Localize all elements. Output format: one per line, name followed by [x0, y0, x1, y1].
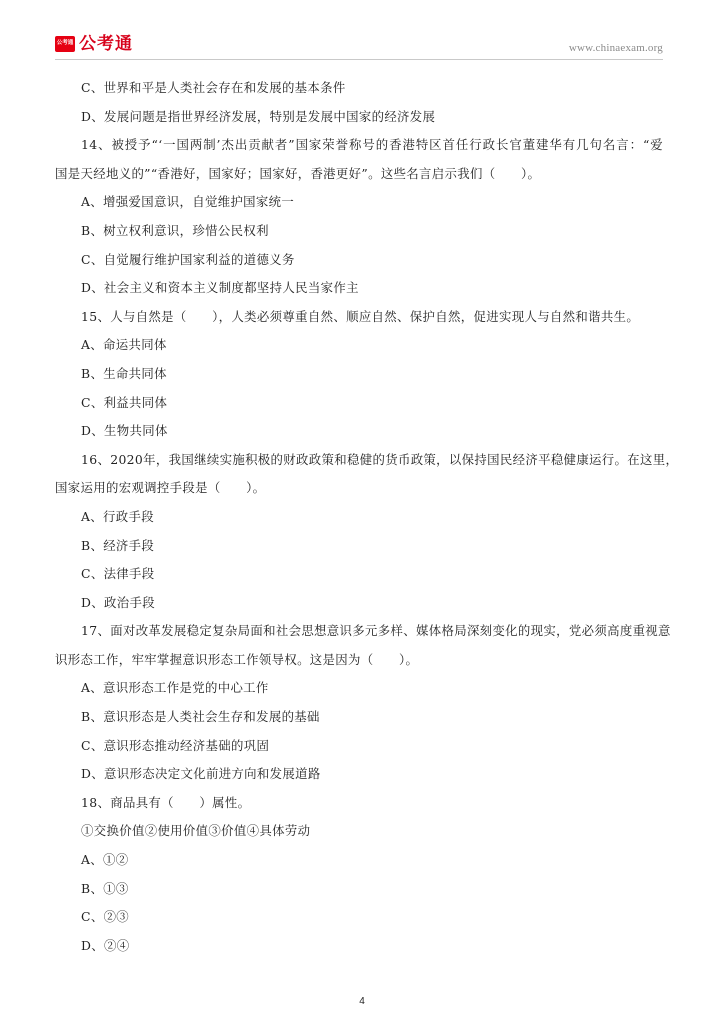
option-line: A、增强爱国意识，自觉维护国家统一 [81, 194, 295, 210]
question-14-text: 14、被授予“‘一国两制’杰出贡献者”国家荣誉称号的香港特区首任行政长官董建华有几句名言：“爱 [81, 137, 663, 153]
option-line: C、②③ [81, 909, 130, 925]
question-16-text-continued: 国家运用的宏观调控手段是（ ）。 [55, 480, 266, 496]
question-17-text-continued: 识形态工作，牢牢掌握意识形态工作领导权。这是因为（ ）。 [55, 651, 419, 667]
option-line: A、命运共同体 [81, 337, 167, 353]
option-line: C、意识形态推动经济基础的巩固 [81, 737, 270, 753]
option-line: B、经济手段 [81, 537, 155, 553]
option-line: B、意识形态是人类社会生存和发展的基础 [81, 709, 320, 725]
option-line: D、②④ [81, 937, 130, 953]
option-line: A、行政手段 [81, 508, 155, 524]
page-number: 4 [359, 996, 365, 1007]
option-line: A、意识形态工作是党的中心工作 [81, 680, 269, 696]
header-divider [55, 59, 663, 60]
question-18-items: ①交换价值②使用价值③价值④具体劳动 [81, 823, 311, 839]
question-17-text: 17、面对改革发展稳定复杂局面和社会思想意识多元多样、媒体格局深刻变化的现实，党必须高度重视意 [81, 623, 671, 639]
option-line: D、意识形态决定文化前进方向和发展道路 [81, 766, 321, 782]
brand-logo[interactable] [55, 34, 133, 54]
option-line: C、自觉履行维护国家利益的道德义务 [81, 251, 295, 267]
question-15-text: 15、人与自然是（ ），人类必须尊重自然、顺应自然、保护自然，促进实现人与自然和谐共生。 [81, 308, 640, 324]
option-line: D、发展问题是指世界经济发展，特别是发展中国家的经济发展 [81, 108, 436, 124]
option-line: C、世界和平是人类社会存在和发展的基本条件 [81, 80, 346, 95]
option-line: D、生物共同体 [81, 423, 168, 439]
question-16-text: 16、2020年，我国继续实施积极的财政政策和稳健的货币政策，以保持国民经济平稳健康运行。在这里， [81, 451, 679, 467]
logo-mark-icon: 公考通 [55, 36, 75, 52]
option-line: D、政治手段 [81, 594, 155, 610]
site-url-link[interactable]: www.chinaexam.org [568, 42, 663, 54]
option-line: B、①③ [81, 880, 129, 896]
option-line: A、①② [81, 852, 129, 868]
question-18-text: 18、商品具有（ ）属性。 [81, 794, 251, 810]
question-14-text-continued: 国是天经地义的”“香港好，国家好；国家好，香港更好”。这些名言启示我们（ ）。 [55, 165, 541, 181]
option-line: C、利益共同体 [81, 394, 168, 410]
option-line: C、法律手段 [81, 566, 155, 582]
page-header [55, 34, 663, 58]
brand-name: 公考通 [79, 34, 133, 54]
option-line: B、生命共同体 [81, 365, 167, 381]
document-body [55, 74, 679, 960]
option-line: B、树立权利意识，珍惜公民权利 [81, 222, 269, 238]
option-line: D、社会主义和资本主义制度都坚持人民当家作主 [81, 280, 359, 296]
